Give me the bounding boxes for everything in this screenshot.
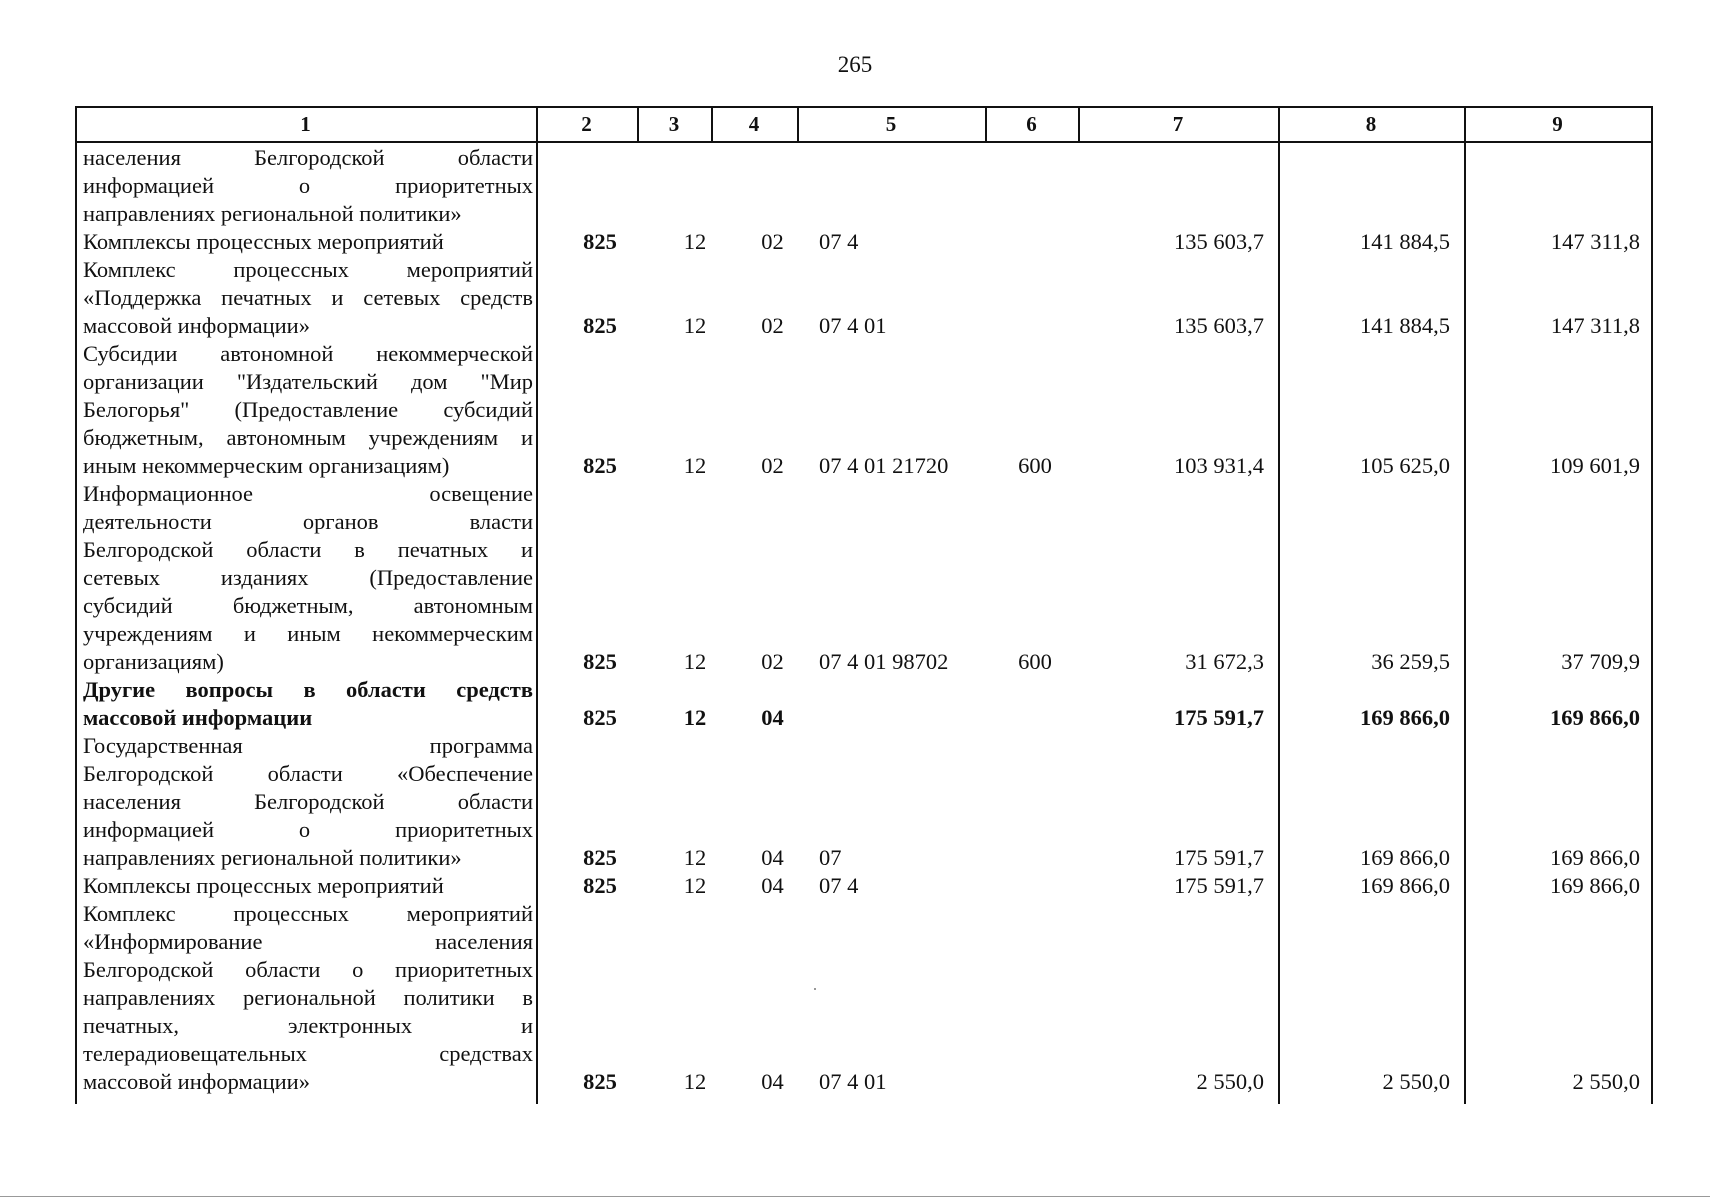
description-line: Комплексы процессных мероприятий [83,873,444,898]
cell-c2: 825 [583,873,617,898]
description-line: Информационное освещение [83,481,533,506]
description-line: иным некоммерческим организациям) [83,453,450,478]
cell-c9: 147 311,8 [1550,313,1640,338]
header-col-4: 4 [748,112,760,136]
cell-c4: 04 [761,845,784,870]
row-description [83,256,533,340]
table-row [75,256,1653,340]
description-line: Другие вопросы в области средств [83,677,533,702]
description-line: телерадиовещательных средствах [83,1041,533,1066]
cell-c3: 12 [683,873,707,898]
row-description [83,676,533,732]
description-line: Комплекс процессных мероприятий [83,901,533,926]
cell-c4: 02 [761,229,784,254]
cell-c8: 2 550,0 [1382,1069,1450,1094]
cell-c5: 07 4 [819,229,859,254]
cell-c6: 600 [1018,649,1052,674]
cell-c2: 825 [583,705,617,730]
cell-c2: 825 [583,313,617,338]
description-line: субсидий бюджетным, автономным [83,593,533,618]
cell-c4: 02 [761,649,784,674]
cell-c9: 147 311,8 [1550,229,1640,254]
header-col-3: 3 [668,112,680,136]
cell-c8: 105 625,0 [1360,453,1450,478]
row-description [83,872,533,900]
header-col-5: 5 [885,112,897,136]
row-description [83,340,533,480]
header-col-8: 8 [1365,112,1377,136]
description-line: населения Белгородской области [83,789,533,814]
description-line: информацией о приоритетных [83,173,533,198]
cell-c5: 07 4 01 [819,1069,887,1094]
description-line: направлениях региональной политики» [83,201,462,226]
scan-speck [814,988,816,990]
cell-c2: 825 [583,229,617,254]
description-line: массовой информации» [83,1069,310,1094]
description-line: населения Белгородской области [83,145,533,170]
cell-c5: 07 4 [819,873,859,898]
cell-c7: 31 672,3 [1185,649,1264,674]
cell-c4: 04 [761,1069,784,1094]
description-line: Субсидии автономной некоммерческой [83,341,533,366]
cell-c7: 135 603,7 [1174,313,1264,338]
cell-c8: 36 259,5 [1371,649,1450,674]
cell-c3: 12 [683,229,707,254]
cell-c2: 825 [583,453,617,478]
cell-c9: 2 550,0 [1572,1069,1640,1094]
description-line: информацией о приоритетных [83,817,533,842]
cell-c4: 02 [761,453,784,478]
description-line: Белогорья" (Предоставление субсидий [83,397,533,422]
row-description [83,900,533,1096]
description-line: направлениях региональной политики» [83,845,462,870]
description-line: «Поддержка печатных и сетевых средств [83,285,533,310]
table-row [75,340,1653,480]
description-line: направлениях региональной политики в [83,985,533,1010]
cell-c4: 02 [761,313,784,338]
table-row [75,676,1653,732]
description-line: сетевых изданиях (Предоставление [83,565,533,590]
table-row [75,480,1653,676]
page-number: 265 [837,52,873,77]
cell-c7: 103 931,4 [1174,453,1264,478]
header-bottom-border [75,141,1653,143]
description-line: массовой информации» [83,313,310,338]
cell-c2: 825 [583,1069,617,1094]
header-col-7: 7 [1172,112,1184,136]
cell-c5: 07 4 01 21720 [819,453,949,478]
description-line: «Информирование населения [83,929,533,954]
header-col-2: 2 [581,112,592,136]
header-col-9: 9 [1552,112,1563,136]
description-line: Комплексы процессных мероприятий [83,229,444,254]
cell-c9: 109 601,9 [1550,453,1640,478]
cell-c3: 12 [683,313,707,338]
header-col-6: 6 [1026,112,1037,136]
cell-c8: 141 884,5 [1360,313,1450,338]
description-line: бюджетным, автономным учреждениям и [83,425,533,450]
description-line: массовой информации [83,705,313,730]
row-description [83,480,533,676]
cell-c3: 12 [683,649,707,674]
table-row [75,228,1653,256]
budget-table [75,106,1653,1104]
scan-bottom-edge [0,1196,1710,1197]
description-line: Государственная программа [83,733,533,758]
table-row [75,144,1653,228]
cell-c3: 12 [683,705,707,730]
cell-c2: 825 [583,649,617,674]
cell-c9: 169 866,0 [1550,845,1640,870]
row-description [83,228,533,256]
description-line: организациям) [83,649,224,674]
cell-c7: 135 603,7 [1174,229,1264,254]
cell-c8: 141 884,5 [1360,229,1450,254]
cell-c7: 175 591,7 [1174,705,1264,730]
description-line: Белгородской области в печатных и [83,537,533,562]
cell-c8: 169 866,0 [1360,705,1450,730]
description-line: Белгородской области «Обеспечение [83,761,533,786]
cell-c3: 12 [683,453,707,478]
cell-c9: 169 866,0 [1550,873,1640,898]
cell-c7: 2 550,0 [1196,1069,1264,1094]
description-line: учреждениям и иным некоммерческим [83,621,533,646]
cell-c8: 169 866,0 [1360,873,1450,898]
cell-c3: 12 [683,1069,707,1094]
cell-c7: 175 591,7 [1174,873,1264,898]
table-row [75,900,1653,1096]
cell-c7: 175 591,7 [1174,845,1264,870]
description-line: деятельности органов власти [83,509,533,534]
row-description [83,144,533,228]
cell-c9: 37 709,9 [1561,649,1640,674]
cell-c4: 04 [761,705,784,730]
row-description [83,732,533,872]
description-line: Белгородской области о приоритетных [83,957,533,982]
cell-c5: 07 [819,845,842,870]
cell-c9: 169 866,0 [1550,705,1640,730]
table-row [75,732,1653,872]
cell-c5: 07 4 01 98702 [819,649,949,674]
cell-c6: 600 [1018,453,1052,478]
description-line: организации "Издательский дом "Мир [83,369,533,394]
description-line: печатных, электронных и [83,1013,533,1038]
cell-c4: 04 [761,873,784,898]
cell-c2: 825 [583,845,617,870]
cell-c3: 12 [683,845,707,870]
cell-c8: 169 866,0 [1360,845,1450,870]
header-col-1: 1 [300,112,311,136]
description-line: Комплекс процессных мероприятий [83,257,533,282]
cell-c5: 07 4 01 [819,313,887,338]
table-row [75,872,1653,900]
